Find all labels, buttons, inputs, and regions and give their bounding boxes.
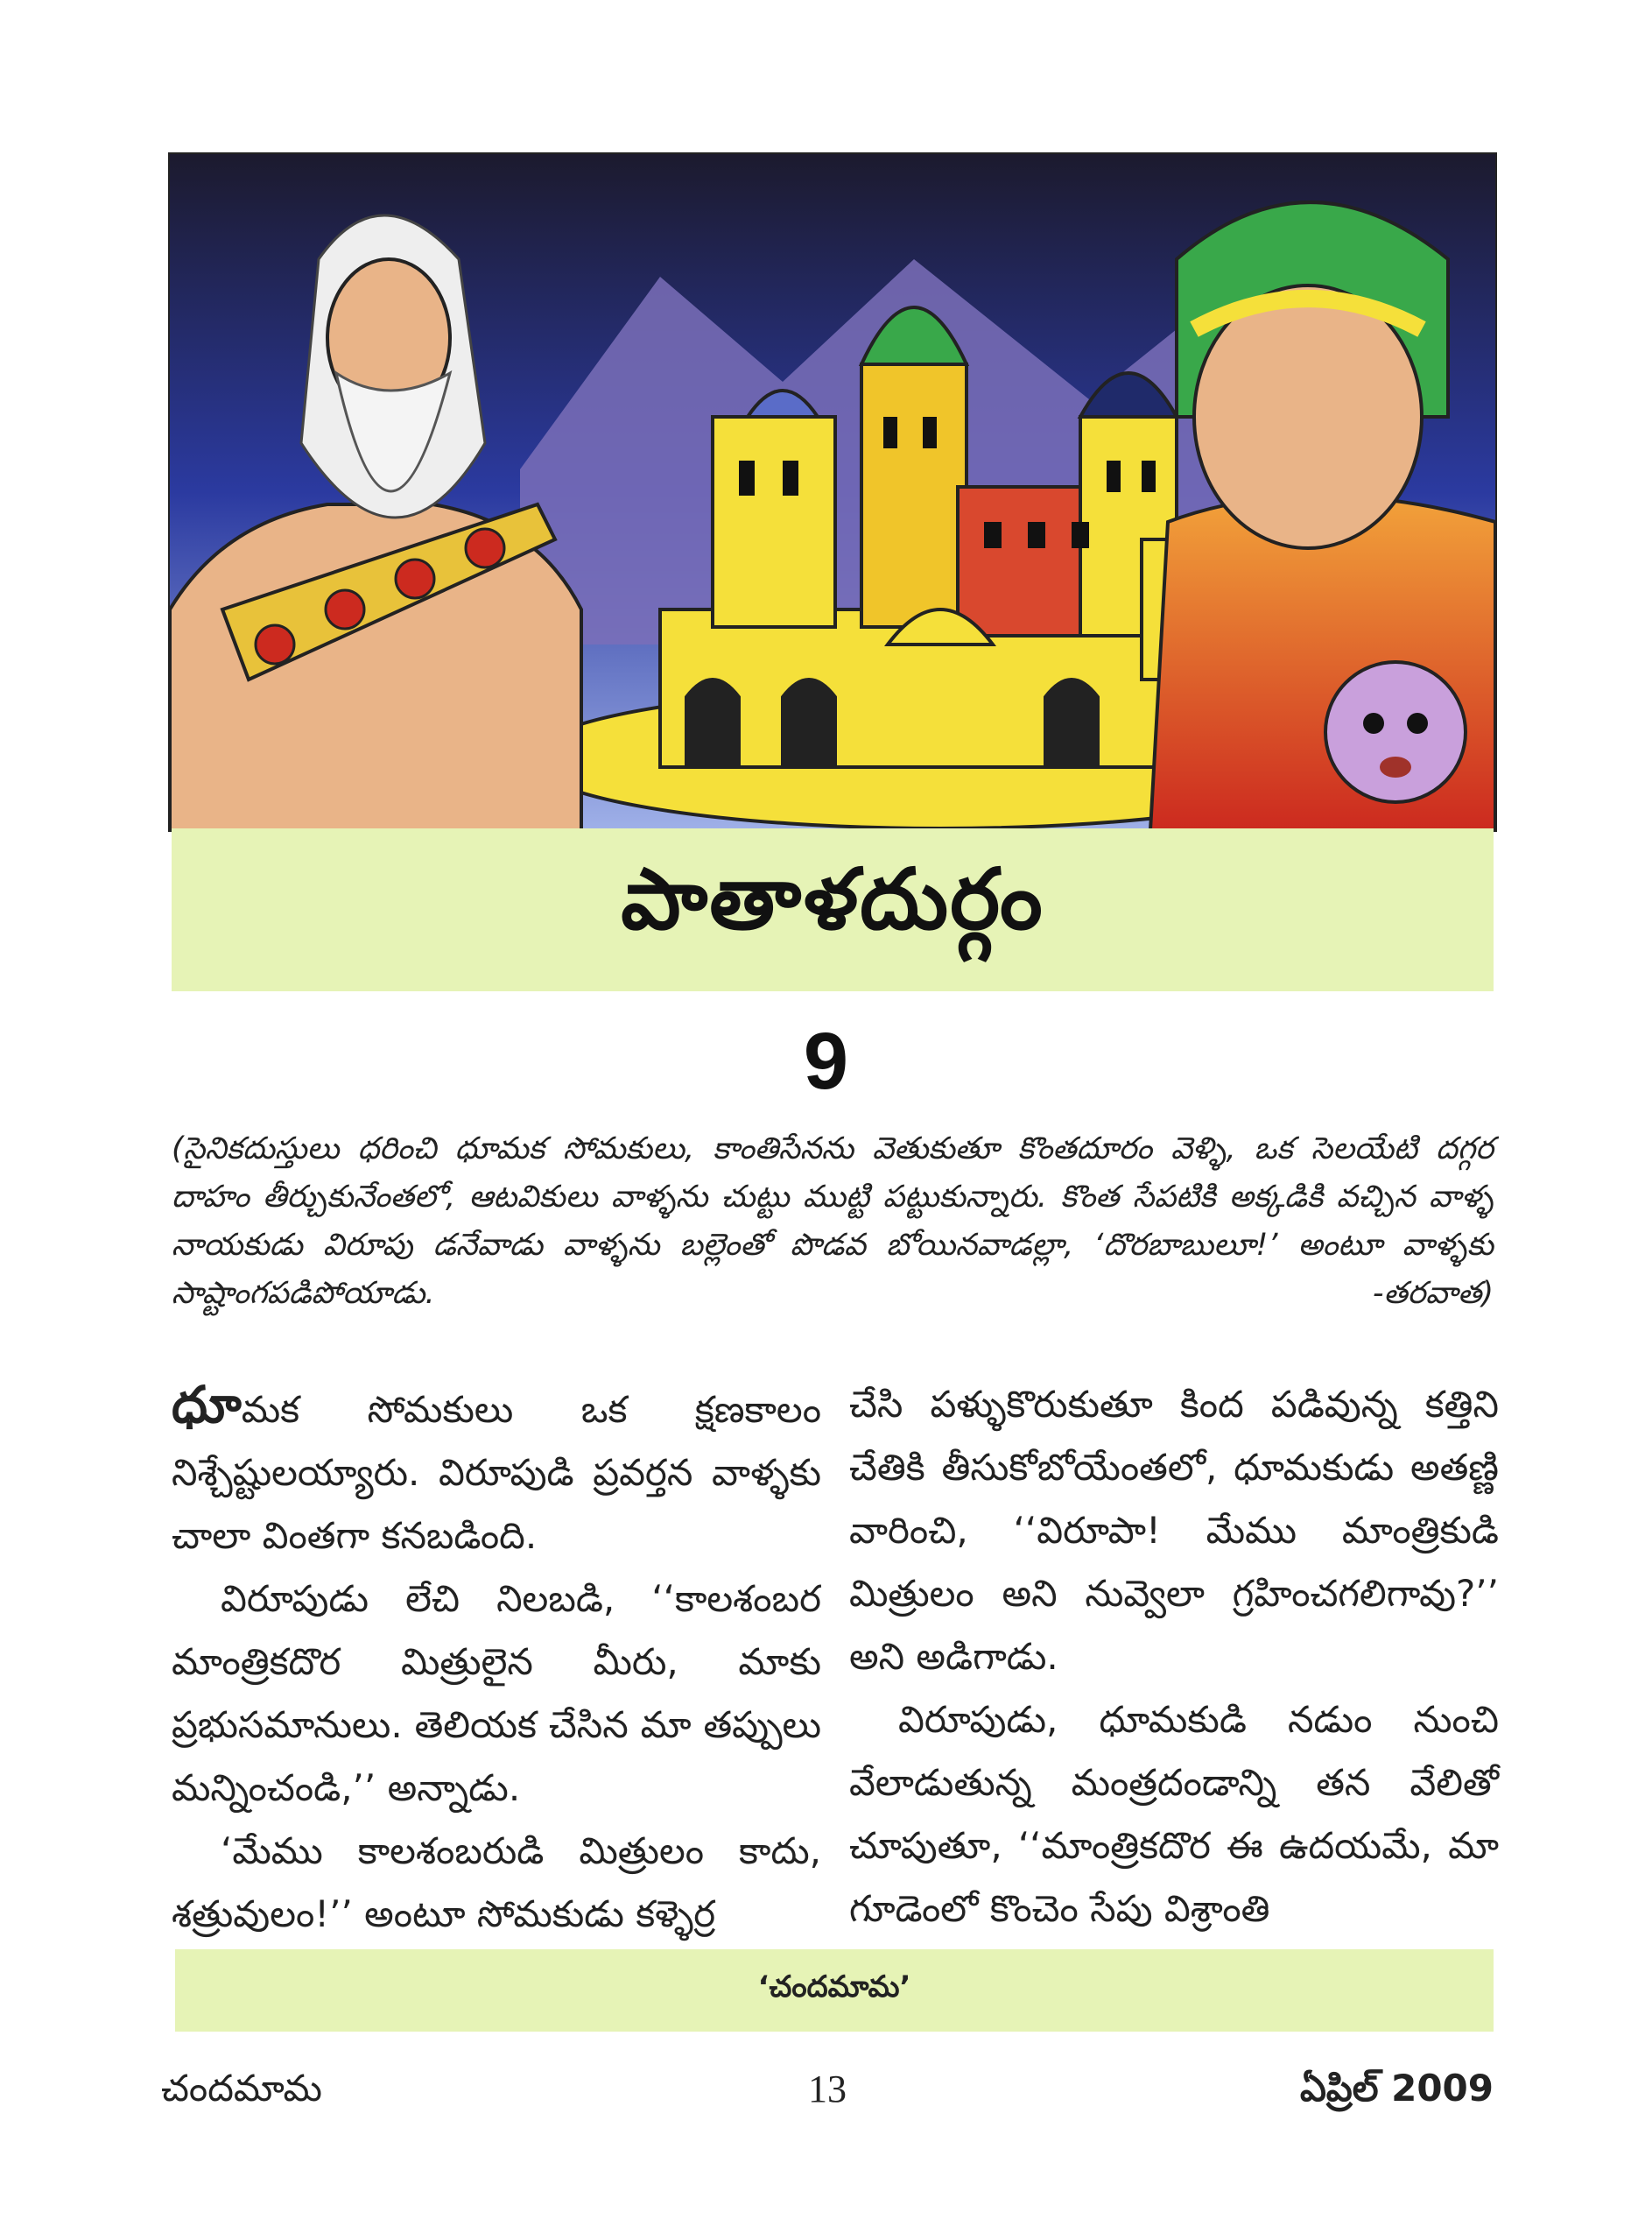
paragraph: ‘మేము కాలశంబరుడి మిత్రులం కాదు, శత్రువులం!’’ అంటూ సోమకుడు కళ్ళెర్ర xyxy=(172,1829,821,1935)
issue-date: ఏప్రిల్ 2009 xyxy=(1299,2067,1494,2110)
paragraph: విరూపుడు లేచి నిలబడి, ‘‘కాలశంబర మాంత్రికదొర మిత్రులైన మీరు, మాకు ప్రభుసమానులు. తెలియక చేసిన మా తప్పులు మన్నించండి,’’ అన్నాడు. xyxy=(172,1577,821,1809)
paragraph: చేసి పళ్ళుకొరుకుతూ కింద పడివున్న కత్తిని చేతికి తీసుకోబోయేంతలో, ధూమకుడు అతణ్ణి వారించి, ‘‘విరూపా! మేము మాంత్రికుడి మిత్రులం అని నువ్వెలా గ్రహించగలిగావు?’’ అని అడిగాడు. xyxy=(849,1383,1499,1678)
title-band xyxy=(172,828,1494,991)
footer-band xyxy=(175,1949,1494,2032)
paragraph: విరూపుడు, ధూమకుడి నడుం నుంచి వేలాడుతున్న మంత్రదండాన్ని తన వేలితో చూపుతూ, ‘‘మాంత్రికదొర ఈ ఉదయమే, మా గూడెంలో కొంచెం సేపు విశ్రాంతి xyxy=(849,1698,1499,1930)
footer-band-text: ‘చందమామ’ xyxy=(757,1969,911,2004)
page-number: 13 xyxy=(808,2068,847,2110)
story-illustration xyxy=(168,152,1497,832)
paragraph-text: మక సోమకులు ఒక క్షణకాలం నిశ్చేష్టులయ్యారు. విరూపుడి ప్రవర్తన వాళ్ళకు చాలా వింతగా కనబడింది. xyxy=(172,1388,821,1557)
paragraph xyxy=(172,1373,821,1567)
synopsis-text: (సైనికదుస్తులు ధరించి ధూమక సోమకులు, కాంతిసేనను వెతుకుతూ కొంతదూరం వెళ్ళి, ఒక సెలయేటి దగ్గర దాహం తీర్చుకునేంతలో, ఆటవికులు వాళ్ళను చుట్టు ముట్టి పట్టుకున్నారు. కొంత సేపటికి అక్కడికి వచ్చిన వాళ్ళ నాయకుడు విరూపు డనేవాడు వాళ్ళను బల్లెంతో పొడవ బోయినవాడల్లా, ‘దొరబాబులూ!’ అంటూ వాళ్ళకు సాష్టాంగపడిపోయాడు. xyxy=(172,1131,1494,1311)
story-title: పాతాళదుర్గం xyxy=(621,850,1044,948)
palace-illustration-icon xyxy=(170,154,1495,830)
synopsis-continued: -తరవాత) xyxy=(1372,1276,1494,1311)
chapter-number: 9 xyxy=(803,1017,849,1106)
previous-synopsis xyxy=(172,1125,1494,1318)
left-column xyxy=(172,1373,821,1946)
dropcap: ధూ xyxy=(172,1375,242,1434)
right-column xyxy=(849,1373,1499,1941)
page-footer xyxy=(161,2067,1494,2119)
magazine-name: చందమామ xyxy=(161,2067,322,2110)
